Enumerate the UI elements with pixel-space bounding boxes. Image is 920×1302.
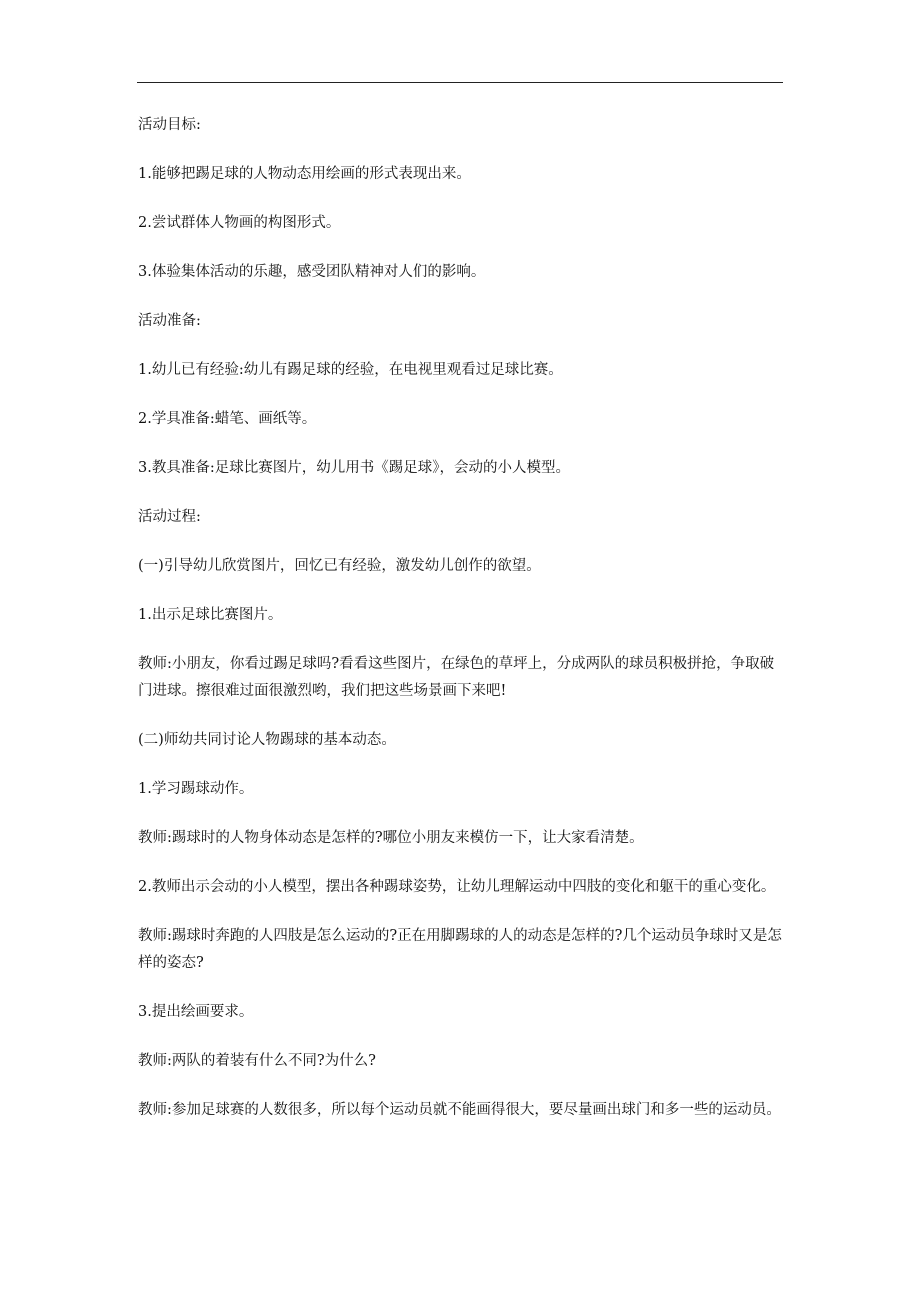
paragraph: 3.提出绘画要求。 — [138, 1004, 254, 1020]
paragraph: (一)引导幼儿欣赏图片，回忆已有经验，激发幼儿创作的欲望。 — [138, 558, 541, 574]
paragraph: 1.能够把踢足球的人物动态用绘画的形式表现出来。 — [138, 166, 471, 182]
paragraph: 教师:两队的着装有什么不同?为什么? — [138, 1053, 376, 1069]
paragraph: 1.幼儿已有经验:幼儿有踢足球的经验，在电视里观看过足球比赛。 — [138, 362, 563, 378]
paragraph: 2.尝试群体人物画的构图形式。 — [138, 215, 341, 231]
paragraph: 教师:踢球时的人物身体动态是怎样的?哪位小朋友来模仿一下，让大家看清楚。 — [138, 830, 644, 846]
section-heading-preparation: 活动准备: — [138, 313, 201, 329]
section-heading-process: 活动过程: — [138, 509, 201, 525]
document-body — [138, 112, 784, 1124]
paragraph: 教师:参加足球赛的人数很多，所以每个运动员就不能画得很大，要尽量画出球门和多一些的运动员。 — [138, 1102, 781, 1118]
header-rule — [137, 82, 783, 83]
paragraph: 2.教师出示会动的小人模型，摆出各种踢球姿势，让幼儿理解运动中四肢的变化和躯干的重心变化。 — [138, 879, 776, 895]
paragraph: 3.体验集体活动的乐趣，感受团队精神对人们的影响。 — [138, 264, 486, 280]
paragraph: 2.学具准备:蜡笔、画纸等。 — [138, 411, 317, 427]
section-heading-goals: 活动目标: — [138, 117, 201, 133]
paragraph: 教师:小朋友，你看过踢足球吗?看看这些图片，在绿色的草坪上，分成两队的球员积极拼抢，争取破门进球。擦很难过面很激烈哟，我们把这些场景画下来吧! — [138, 656, 775, 699]
paragraph: (二)师幼共同讨论人物踢球的基本动态。 — [138, 732, 396, 748]
paragraph: 3.教具准备:足球比赛图片，幼儿用书《踢足球》，会动的小人模型。 — [138, 460, 570, 476]
paragraph: 教师:踢球时奔跑的人四肢是怎么运动的?正在用脚踢球的人的动态是怎样的?几个运动员争球时又是怎样的姿态? — [138, 928, 782, 971]
paragraph: 1.出示足球比赛图片。 — [138, 607, 283, 623]
paragraph: 1.学习踢球动作。 — [138, 781, 254, 797]
